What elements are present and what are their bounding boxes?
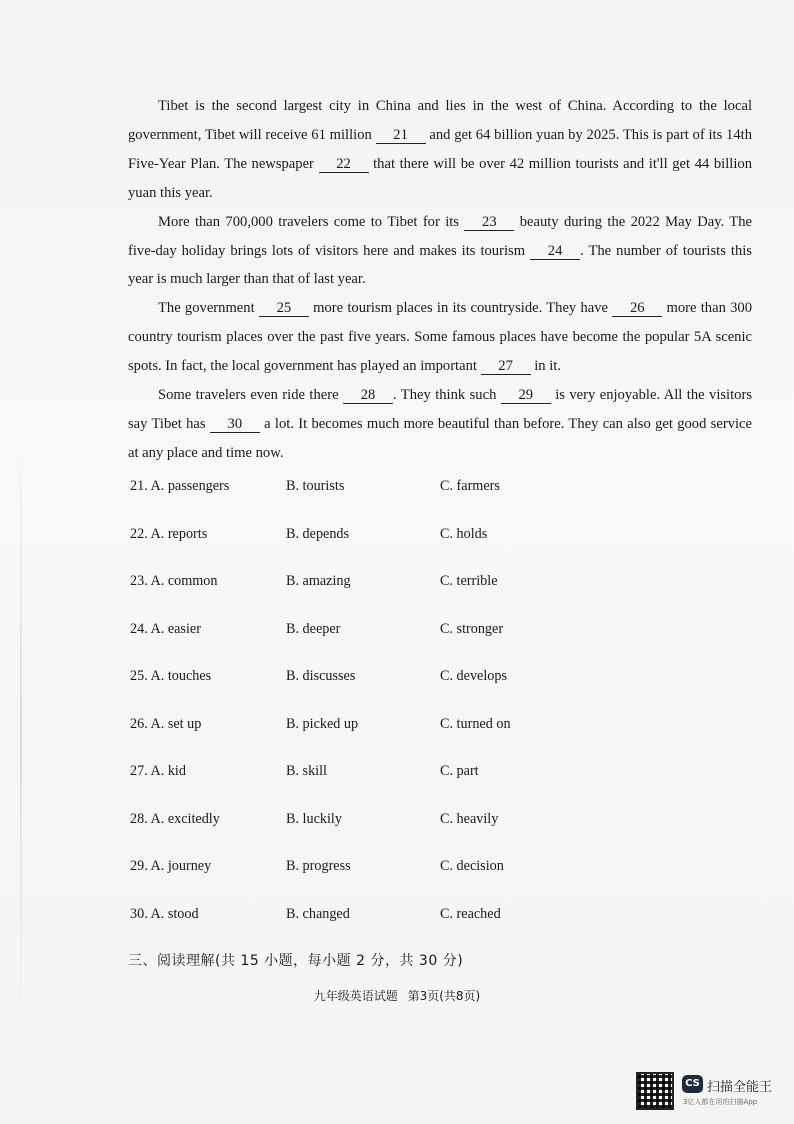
section-heading: 三、阅读理解(共 15 小题，每小题 2 分，共 30 分) bbox=[128, 953, 464, 969]
passage-text: Tibet is the second largest city in China and lies in the west of China. According to the local government, Tibet will receive 61 million bbox=[128, 98, 752, 143]
option-c: C. stronger bbox=[440, 620, 504, 637]
option-row-23 bbox=[130, 567, 730, 615]
option-row-28 bbox=[130, 805, 730, 853]
passage-text: Some travelers even ride there bbox=[158, 387, 343, 404]
option-row-29 bbox=[130, 852, 730, 900]
passage-text: in it. bbox=[530, 358, 561, 375]
option-row-25 bbox=[130, 662, 730, 710]
passage-text: a lot. It becomes much more beautiful than before. They can also get good service at any place and time now. bbox=[128, 415, 753, 461]
blank-29: 29 bbox=[501, 387, 551, 404]
footer-subject: 九年级英语试题 bbox=[313, 989, 398, 1003]
option-a: 27. A. kid bbox=[130, 763, 186, 779]
option-a: 24. A. easier bbox=[130, 620, 201, 637]
passage-text: The government bbox=[158, 300, 259, 317]
option-a: 23. A. common bbox=[130, 573, 218, 589]
option-a: 30. A. stood bbox=[130, 905, 199, 922]
option-b: B. amazing bbox=[286, 573, 351, 589]
option-b: B. depends bbox=[286, 525, 350, 542]
option-a: 22. A. reports bbox=[130, 525, 208, 542]
cloze-passage bbox=[128, 92, 752, 468]
blank-21: 21 bbox=[376, 127, 426, 144]
option-a: 26. A. set up bbox=[130, 715, 202, 732]
option-c: C. reached bbox=[440, 905, 501, 922]
option-b: B. luckily bbox=[286, 810, 342, 827]
footer-page-number: 第3页(共8页) bbox=[407, 989, 481, 1003]
blank-23: 23 bbox=[464, 214, 514, 231]
option-c: C. turned on bbox=[440, 715, 511, 732]
blank-22: 22 bbox=[319, 156, 369, 173]
passage-paragraph-3 bbox=[128, 294, 752, 381]
answer-options bbox=[130, 472, 730, 947]
passage-text: beauty during the 2022 May Day. The five-day holiday brings lots of visitors here and makes its tourism bbox=[128, 213, 752, 259]
blank-24: 24 bbox=[530, 243, 580, 260]
camscanner-logo: CS bbox=[682, 1075, 703, 1093]
option-a: 28. A. excitedly bbox=[130, 810, 220, 827]
option-c: C. develops bbox=[440, 668, 507, 684]
blank-25: 25 bbox=[259, 300, 309, 317]
option-row-22 bbox=[130, 520, 730, 568]
passage-text: is very enjoyable. All the visitors say Tibet has bbox=[128, 387, 753, 432]
option-a: 25. A. touches bbox=[130, 668, 212, 684]
passage-text: that there will be over 42 million tourists and it'll get 44 billion yuan this year. bbox=[128, 155, 752, 201]
scan-shadow bbox=[20, 440, 22, 1040]
scanner-tagline: 3亿人都在用的扫描App bbox=[683, 1098, 758, 1106]
passage-paragraph-4 bbox=[128, 381, 752, 468]
option-c: C. part bbox=[440, 763, 479, 779]
qr-code-icon bbox=[636, 1072, 674, 1110]
option-b: B. picked up bbox=[286, 715, 359, 732]
option-row-26 bbox=[130, 710, 730, 758]
option-a: 21. A. passengers bbox=[130, 478, 230, 494]
passage-text: and get 64 billion yuan by 2025. This is part of its 14th Five-Year Plan. The newspaper bbox=[128, 126, 752, 172]
option-c: C. heavily bbox=[440, 810, 499, 827]
option-b: B. discusses bbox=[286, 668, 356, 684]
option-b: B. progress bbox=[286, 858, 351, 874]
blank-27: 27 bbox=[481, 358, 531, 375]
option-a: 29. A. journey bbox=[130, 858, 212, 874]
passage-text: . They think such bbox=[392, 387, 501, 404]
option-row-30 bbox=[130, 900, 730, 948]
option-c: C. decision bbox=[440, 858, 504, 874]
blank-30: 30 bbox=[210, 416, 260, 433]
option-b: B. tourists bbox=[286, 478, 345, 494]
passage-paragraph-2 bbox=[128, 208, 752, 295]
option-c: C. holds bbox=[440, 525, 488, 542]
page-footer bbox=[0, 987, 794, 1004]
passage-text: More than 700,000 travelers come to Tibet for its bbox=[158, 213, 465, 230]
option-row-21 bbox=[130, 472, 730, 520]
option-row-27 bbox=[130, 757, 730, 805]
passage-paragraph-1 bbox=[128, 92, 752, 208]
passage-text: more than 300 country tourism places over the past five years. Some famous places have become the popular 5A scenic spots. In fact, the local government has played an important bbox=[128, 300, 752, 375]
option-b: B. deeper bbox=[286, 620, 341, 637]
blank-26: 26 bbox=[612, 300, 662, 317]
passage-text: . The number of tourists this year is much larger than that of last year. bbox=[128, 242, 752, 288]
option-c: C. farmers bbox=[440, 478, 500, 494]
option-c: C. terrible bbox=[440, 573, 498, 589]
option-row-24 bbox=[130, 615, 730, 663]
scanner-brand: 扫描全能王 bbox=[707, 1080, 773, 1095]
option-b: B. changed bbox=[286, 905, 350, 922]
blank-28: 28 bbox=[343, 387, 393, 404]
option-b: B. skill bbox=[286, 763, 327, 779]
passage-text: more tourism places in its countryside. They have bbox=[308, 300, 613, 317]
